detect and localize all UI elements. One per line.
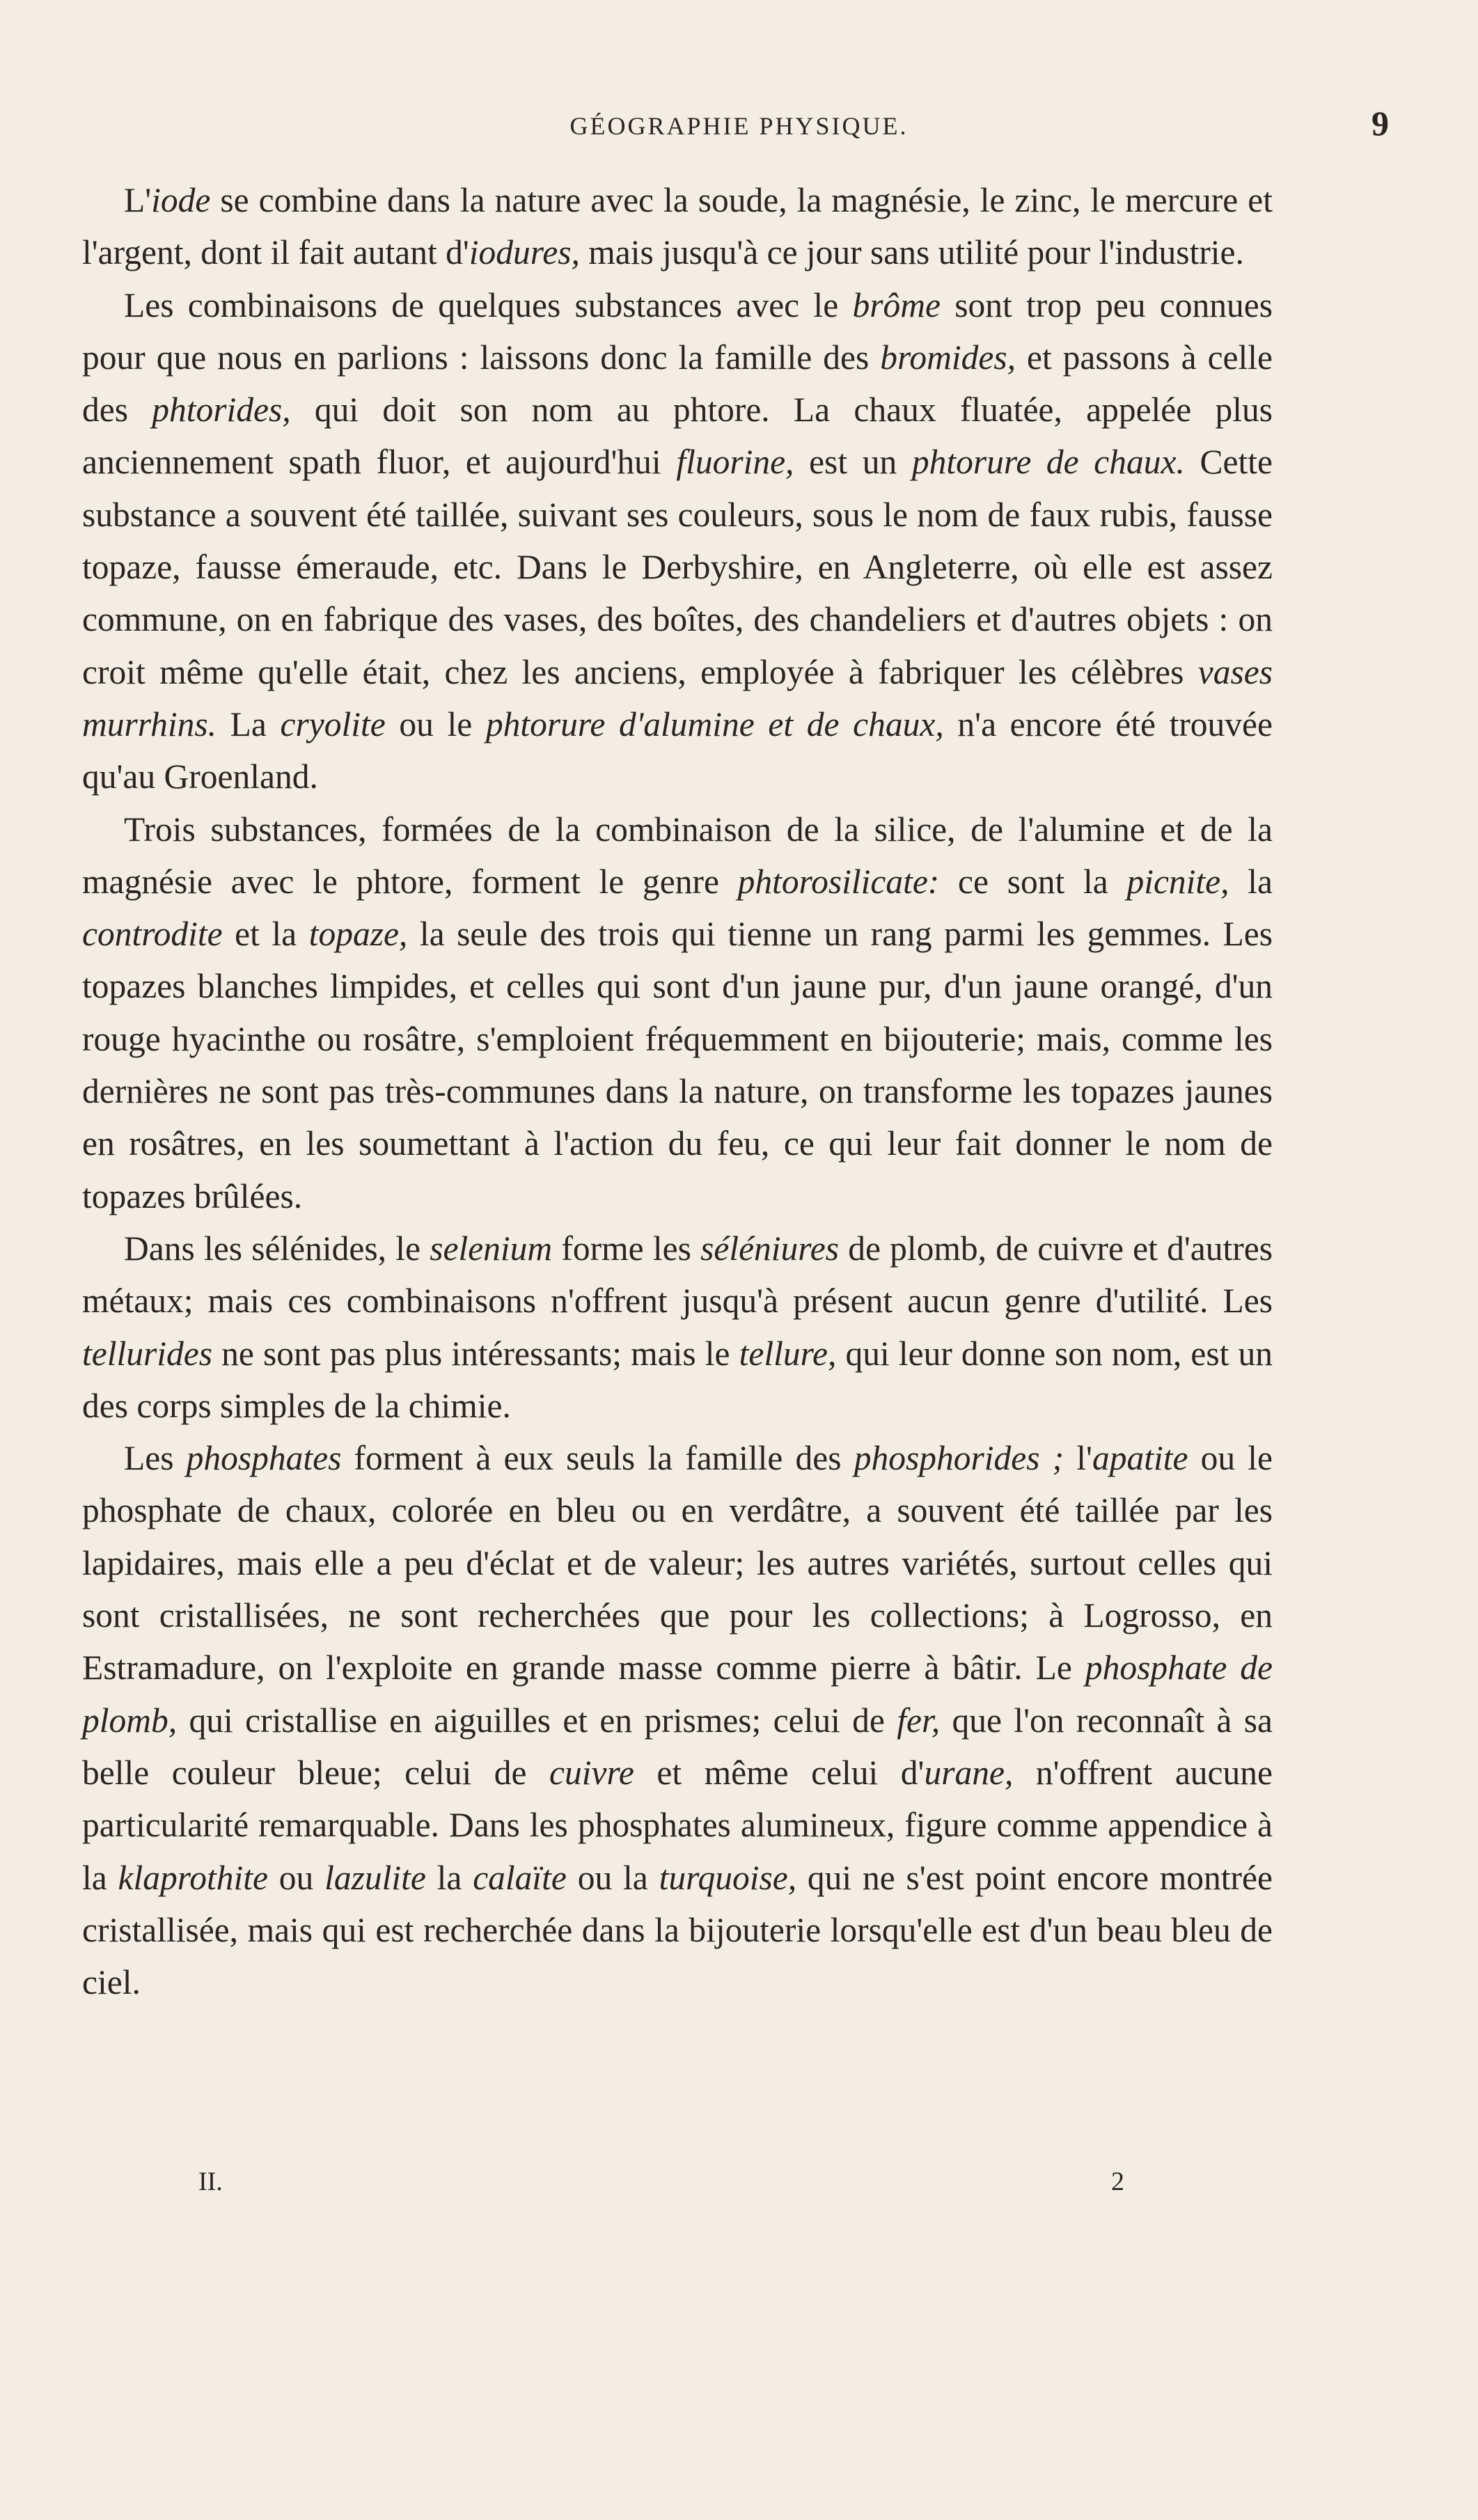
text-run: Les combinaisons de quelques substances avec le [124, 285, 853, 324]
text-run: ou la [566, 1858, 659, 1897]
text-run: sont trop peu connues pour que nous en parlions : laissons donc la famille des [82, 285, 1273, 377]
italic-term: fer, [897, 1701, 941, 1740]
text-run: l' [1064, 1439, 1092, 1478]
italic-term: urane, [924, 1753, 1014, 1792]
italic-term: turquoise, [659, 1858, 797, 1897]
text-run: Dans les sélénides, le [124, 1229, 430, 1268]
italic-term: bromides, [880, 338, 1016, 377]
text-run: Cette substance a souvent été taillée, suivant ses couleurs, sous le nom de faux rubis, fausse topaze, fausse émeraude, etc. Dans le Derbyshire, en Angleterre, où elle est assez commune, on en fabrique des vases, des boîtes, des chandeliers et d'autres objets : on croit même qu'elle était, chez les anciens, employée à fabriquer les célèbres [82, 443, 1273, 691]
italic-term: phosphate de plomb, [82, 1648, 1273, 1740]
text-run: ou le [385, 704, 486, 743]
text-run: forme les [552, 1229, 701, 1268]
italic-term: phosphates [186, 1439, 342, 1478]
italic-term: selenium [430, 1229, 553, 1268]
text-run: ne sont pas plus intéressants; mais le [212, 1334, 739, 1373]
italic-term: phtorides, [152, 391, 291, 430]
paragraph [82, 803, 1273, 1222]
text-run: de plomb, de cuivre et d'autres métaux; mais ces combinaisons n'offrent jusqu'à présent aucun genre d'utilité. Les [82, 1229, 1273, 1321]
paragraph [82, 1222, 1273, 1432]
text-run: Les [124, 1439, 187, 1478]
text-run: qui leur donne son nom, est un des corps simples de la chimie. [82, 1334, 1273, 1425]
folio-mark: 2 [1111, 2167, 1124, 2196]
italic-term: iodures, [469, 233, 580, 272]
text-run: n'a encore été trouvée qu'au Groenland. [82, 704, 1273, 796]
italic-term: apatite [1092, 1439, 1188, 1478]
text-run: ou le phosphate de chaux, colorée en bleu ou en verdâtre, a souvent été taillée par les lapidaires, mais elle a peu d'éclat et de valeur; les autres variétés, surtout celles qui sont cristallisées, ne sont recherchées que pour les collections; à Logrosso, en Estramadure, on l'exploite en grande masse comme pierre à bâtir. Le [82, 1439, 1273, 1687]
text-run: la [425, 1858, 473, 1897]
text-run: L' [124, 181, 152, 219]
italic-term: cuivre [549, 1753, 634, 1792]
italic-term: brôme [852, 285, 941, 324]
italic-term: tellure, [739, 1334, 837, 1373]
paragraph [82, 174, 1273, 279]
body-text [82, 174, 1273, 2008]
italic-term: cryolite [280, 704, 386, 743]
text-run: n'offrent aucune particularité remarquable. Dans les phosphates alumineux, figure comme appendice à la [82, 1753, 1273, 1897]
text-run: que l'on reconnaît à sa belle couleur bleue; celui de [82, 1701, 1273, 1792]
italic-term: vases murrhins. [82, 652, 1273, 743]
italic-term: controdite [82, 915, 223, 954]
text-run: qui cristallise en aiguilles et en prismes; celui de [177, 1701, 897, 1740]
running-title: GÉOGRAPHIE PHYSIQUE. [569, 112, 909, 140]
text-run: et passons à celle des [82, 338, 1273, 430]
text-run: mais jusqu'à ce jour sans utilité pour l'industrie. [579, 233, 1244, 272]
signature-mark: II. [198, 2167, 223, 2196]
italic-term: topaze, [308, 915, 408, 954]
text-run: qui doit son nom au phtore. La chaux fluatée, appelée plus anciennement spath fluor, et aujourd'hui [82, 391, 1273, 482]
text-run: qui ne s'est point encore montrée cristallisée, mais qui est recherchée dans la bijouterie lorsqu'elle est d'un beau bleu de ciel. [82, 1858, 1273, 2002]
text-run: se combine dans la nature avec la soude, la magnésie, le zinc, le mercure et l'argent, dont il fait autant d' [82, 181, 1273, 272]
italic-term: lazulite [324, 1858, 426, 1897]
italic-term: tellurides [82, 1334, 212, 1373]
italic-term: fluorine, [676, 443, 794, 482]
text-run: la seule des trois qui tienne un rang parmi les gemmes. Les topazes blanches limpides, et celles qui sont d'un jaune pur, d'un jaune orangé, d'un rouge hyacinthe ou rosâtre, s'emploient fréquemment en bijouterie; mais, comme les dernières ne sont pas très-communes dans la nature, on transforme les topazes jaunes en rosâtres, en les soumettant à l'action du feu, ce qui leur fait donner le nom de topazes brûlées. [82, 915, 1273, 1215]
italic-term: calaïte [473, 1858, 567, 1897]
paragraph [82, 279, 1273, 803]
italic-term: phtorosilicate: [737, 862, 940, 901]
italic-term: phtorure de chaux. [911, 443, 1185, 482]
italic-term: picnite, [1126, 862, 1229, 901]
italic-term: phosphorides ; [854, 1439, 1064, 1478]
text-run: forment à eux seuls la famille des [341, 1439, 854, 1478]
text-run: La [217, 704, 281, 743]
italic-term: séléniures [700, 1229, 839, 1268]
text-run: Trois substances, formées de la combinaison de la silice, de l'alumine et de la magnésie avec le phtore, forment le genre [82, 810, 1273, 901]
text-run: et même celui d' [634, 1753, 925, 1792]
italic-term: iode [151, 181, 211, 219]
italic-term: phtorure d'alumine et de chaux, [485, 704, 944, 743]
text-run: ce sont la [939, 862, 1127, 901]
text-run: ou [267, 1858, 325, 1897]
italic-term: klaprothite [118, 1858, 268, 1897]
paragraph [82, 1432, 1273, 2008]
text-run: est un [794, 443, 912, 482]
text-run: la [1229, 862, 1273, 901]
text-run: et la [222, 915, 309, 954]
page-number: 9 [1371, 104, 1389, 143]
page-header [82, 103, 1396, 145]
